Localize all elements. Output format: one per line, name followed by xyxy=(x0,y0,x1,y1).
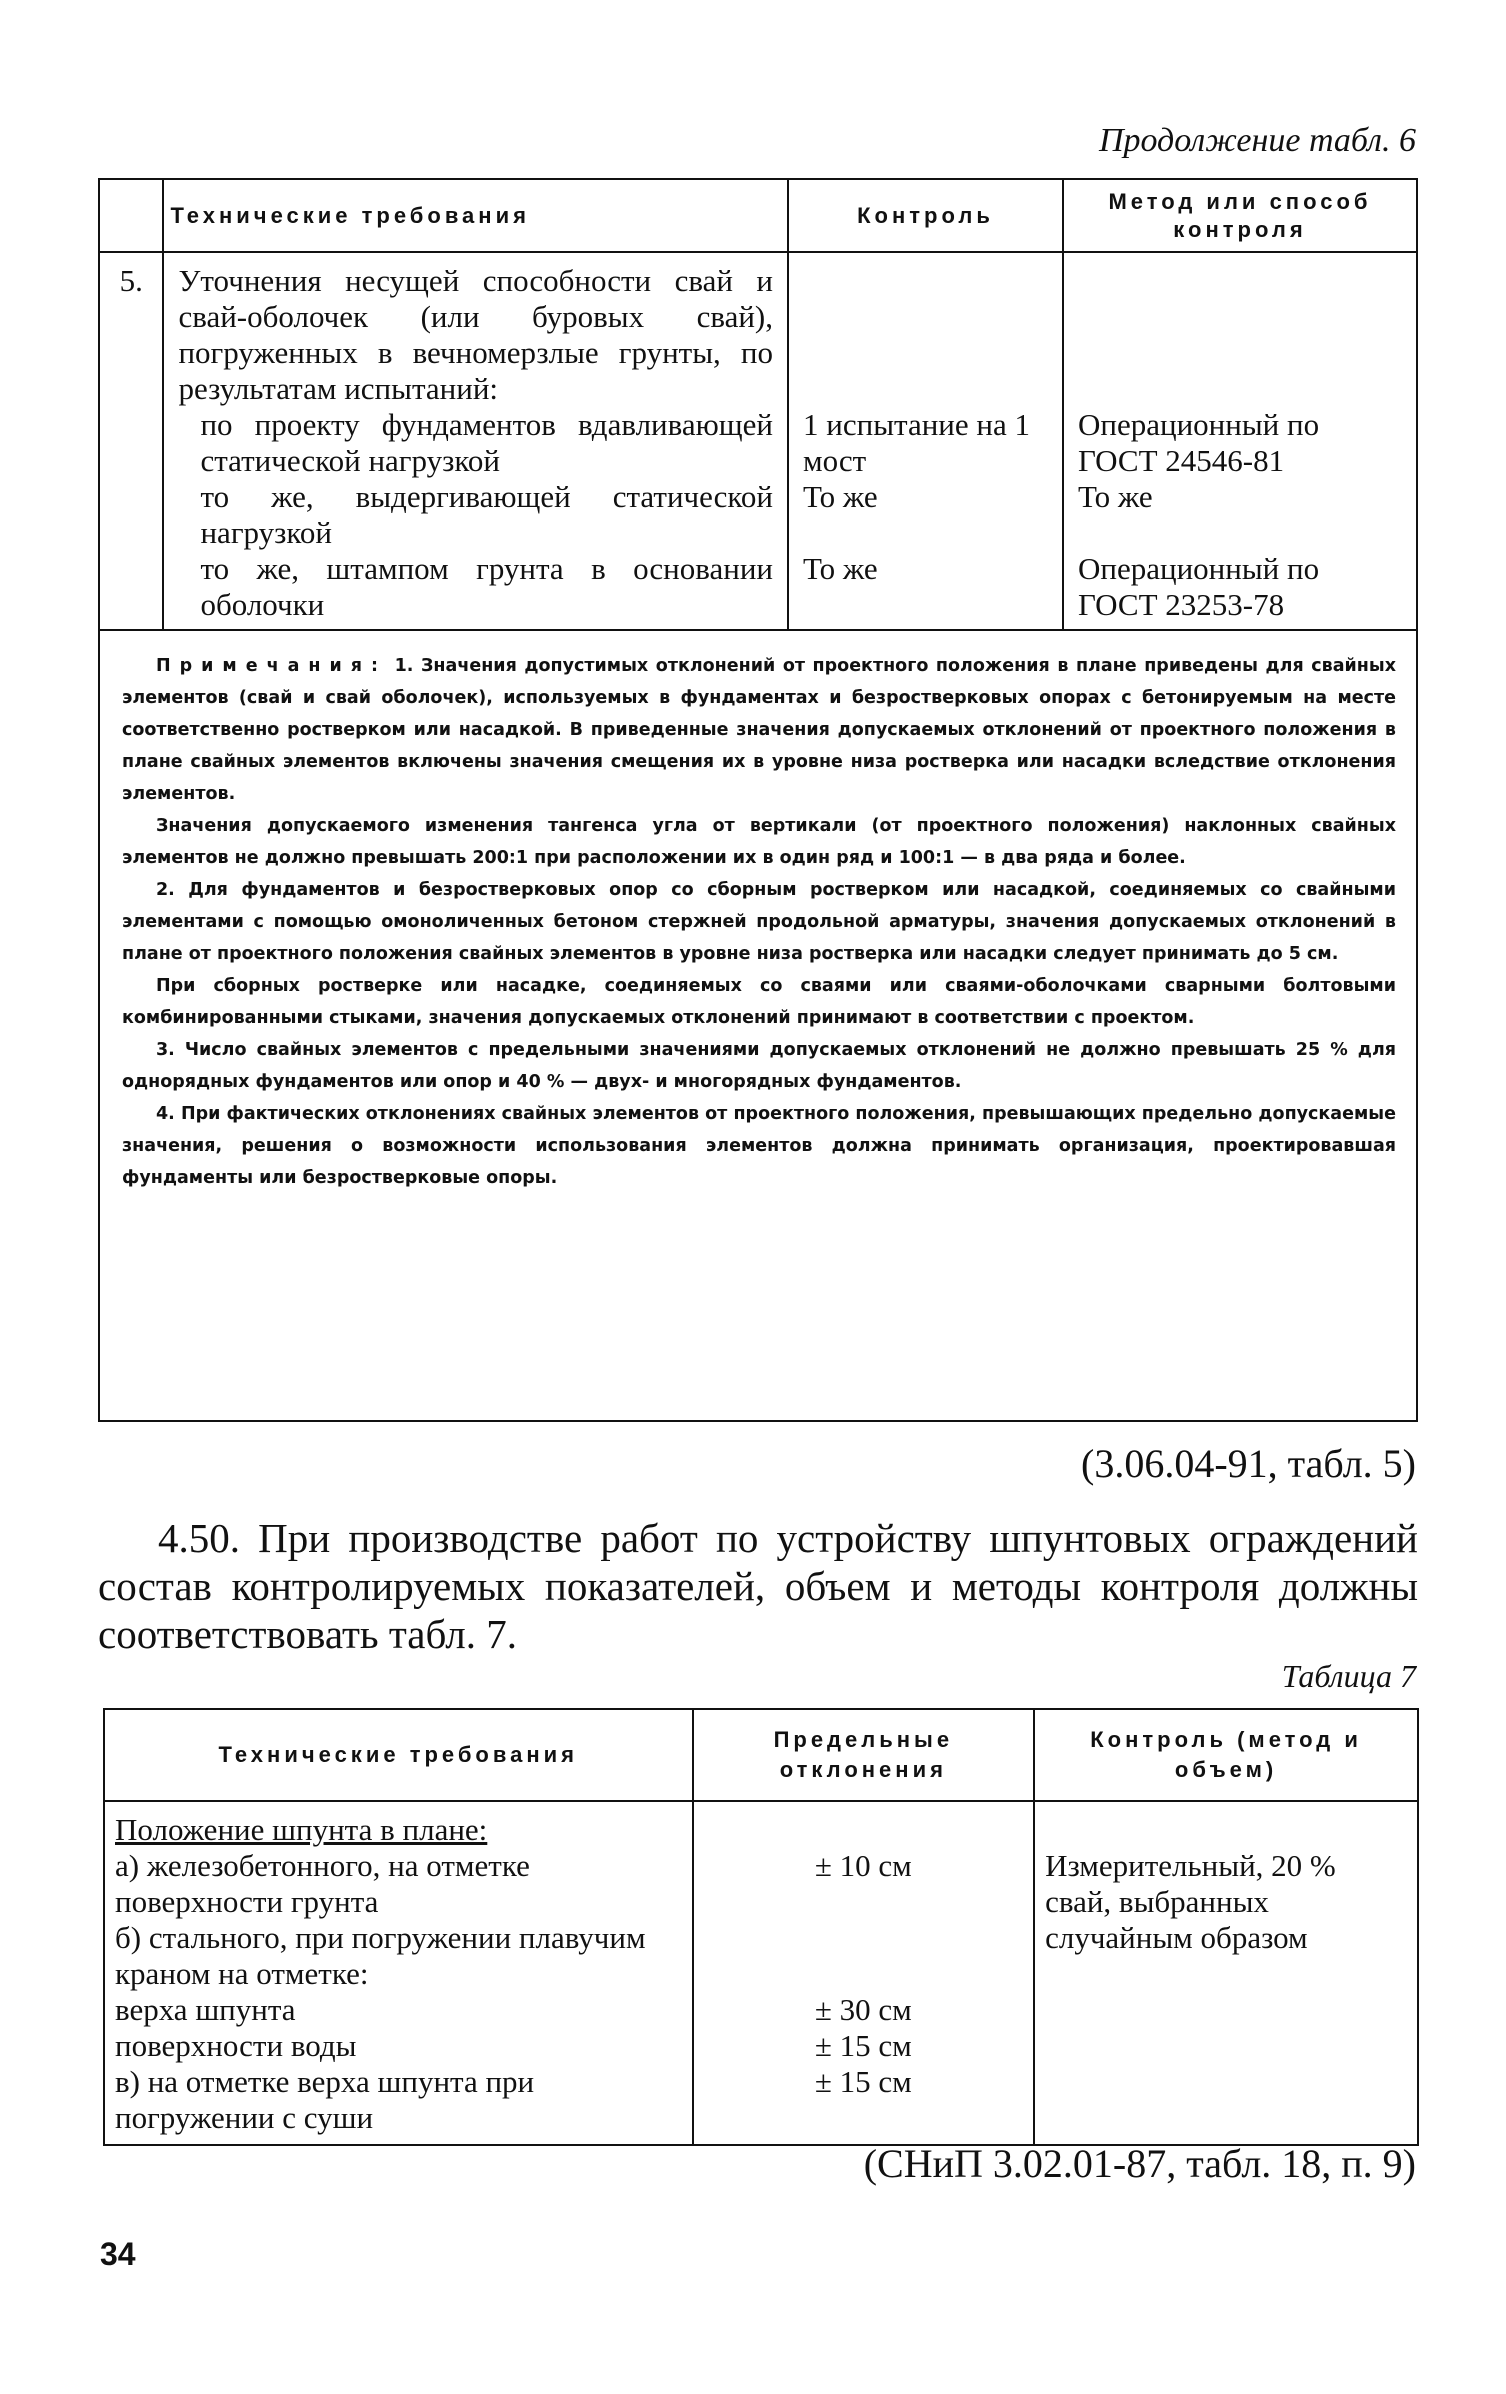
table-7-item-c: в) на отметке верха шпунта при погружении с суши xyxy=(115,2064,535,2135)
table-7-header-control: Контроль (метод и объем) xyxy=(1034,1709,1418,1801)
note-2: 2. Для фундаментов и безростверковых опор со сборным ростверком или насадкой, соединяемых со свайными элементами с помощью омоноличенных бетоном стержней продольной арматуры, значения допускаемых отклонений в плане от проектного положения свайных элементов в уровне низа ростверка или насадки следует принимать до 5 см. xyxy=(122,880,1396,964)
note-1-text: 1. Значения допустимых отклонений от проектного положения в плане приведены для свайных элементов (свай и свай оболочек), используемых в фундаментах и безростверковых опорах с бетонируемым на месте соответственно ростверком или насадкой. В приведенные значения допускаемых отклонений от проектного положения в плане свайных элементов включены значения смещения их в уровне низа ростверка или насадки вследствие отклонения элементов. xyxy=(122,656,1396,804)
continuation-label: Продолжение табл. 6 xyxy=(1098,122,1416,159)
table-7-item-b1: верха шпунта xyxy=(115,1992,296,2027)
table-6-header-number xyxy=(99,179,163,252)
page-number: 34 xyxy=(100,2236,136,2272)
table-7-label: Таблица 7 xyxy=(1281,1658,1416,1694)
method-sub-1: Операционный по ГОСТ 24546-81 xyxy=(1077,407,1320,478)
control-sub-3: То же xyxy=(803,551,878,586)
deviation-c: ± 15 см xyxy=(814,2064,912,2099)
table-row xyxy=(99,252,1417,630)
deviation-a: ± 10 см xyxy=(814,1848,912,1883)
control-spacer-1 xyxy=(1045,1812,1407,1848)
table-7 xyxy=(103,1708,1419,2146)
table-7-heading: Положение шпунта в плане: xyxy=(115,1812,488,1847)
notes-label: Примечания: xyxy=(156,656,388,676)
table-6-header-requirements: Технические требования xyxy=(163,179,788,252)
requirement-cell xyxy=(163,252,788,630)
table-7-header-row xyxy=(104,1709,1418,1801)
requirement-sub-2: то же, выдергивающей статической нагрузкой xyxy=(200,479,773,550)
table-7-item-b: б) стального, при погружении плавучим краном на отметке: xyxy=(115,1920,646,1991)
reference-2: (СНиП 3.02.01-87, табл. 18, п. 9) xyxy=(863,2141,1416,2186)
method-spacer xyxy=(1078,263,1402,407)
requirement-sub-3: то же, штампом грунта в основании оболочки xyxy=(200,551,773,622)
table-6 xyxy=(98,178,1418,631)
table-7-control-cell xyxy=(1034,1801,1418,2145)
table-7-item-b2: поверхности воды xyxy=(115,2028,357,2063)
note-1 xyxy=(122,650,1396,810)
requirement-sub-1: по проекту фундаментов вдавливающей статической нагрузкой xyxy=(200,407,773,478)
deviation-b2: ± 15 см xyxy=(814,2028,912,2063)
table-7-item-a: а) железобетонного, на отметке поверхности грунта xyxy=(115,1848,530,1919)
method-cell xyxy=(1063,252,1417,630)
method-sub-2: То же xyxy=(1077,479,1153,514)
note-4: 4. При фактических отклонениях свайных элементов от проектного положения, превышающих предельно допускаемые значения, решения о возможности использования элементов должна принимать организация, проектировавшая фундаменты или безростверковые опоры. xyxy=(122,1104,1396,1188)
note-2b: При сборных ростверке или насадке, соединяемых со сваями или сваями-оболочками сварными болтовыми комбинированными стыками, значения допускаемых отклонений принимают в соответствии с проектом. xyxy=(122,976,1396,1028)
table-6-header-control: Контроль xyxy=(788,179,1063,252)
table-6-header-row xyxy=(99,179,1417,252)
method-sub-3: Операционный по ГОСТ 23253-78 xyxy=(1077,551,1320,622)
control-sub-1: 1 испытание на 1 мост xyxy=(803,407,1030,478)
table-row xyxy=(104,1801,1418,2145)
paragraph-4-50: 4.50. При производстве работ по устройству шпунтовых ограждений состав контролируемых показателей, объем и методы контроля должны соответствовать табл. 7. xyxy=(98,1515,1418,1657)
deviation-b1: ± 30 см xyxy=(814,1992,912,2027)
note-3: 3. Число свайных элементов с предельными значениями допускаемых отклонений не должно превышать 25 % для однорядных фундаментов или опор и 40 % — двух- и многорядных фундаментов. xyxy=(122,1040,1396,1092)
control-spacer xyxy=(803,263,1048,407)
control-sub-2: То же xyxy=(803,479,878,514)
table-7-header-deviations: Предельные отклонения xyxy=(693,1709,1035,1801)
table-7-control-text: Измерительный, 20 % свай, выбранных случайным образом xyxy=(1045,1848,1336,1955)
row-number: 5. xyxy=(99,252,163,630)
notes-box xyxy=(98,630,1418,1422)
table-7-header-requirements: Технические требования xyxy=(104,1709,693,1801)
note-1b: Значения допускаемого изменения тангенса угла от вертикали (от проектного положения) наклонных свайных элементов не должно превышать 200:1 при расположении их в один ряд и 100:1 — в два ряда и более. xyxy=(122,816,1396,868)
requirement-intro: Уточнения несущей способности свай и свай-оболочек (или буровых свай), погруженных в вечномерзлые грунты, по результатам испытаний: xyxy=(178,263,773,406)
table-7-requirements-cell xyxy=(104,1801,693,2145)
reference-1: (3.06.04-91, табл. 5) xyxy=(1081,1441,1416,1486)
deviation-spacer-1 xyxy=(704,1812,1024,1848)
table-7-deviations-cell xyxy=(693,1801,1035,2145)
control-cell xyxy=(788,252,1063,630)
table-6-header-method: Метод или способ контроля xyxy=(1063,179,1417,252)
